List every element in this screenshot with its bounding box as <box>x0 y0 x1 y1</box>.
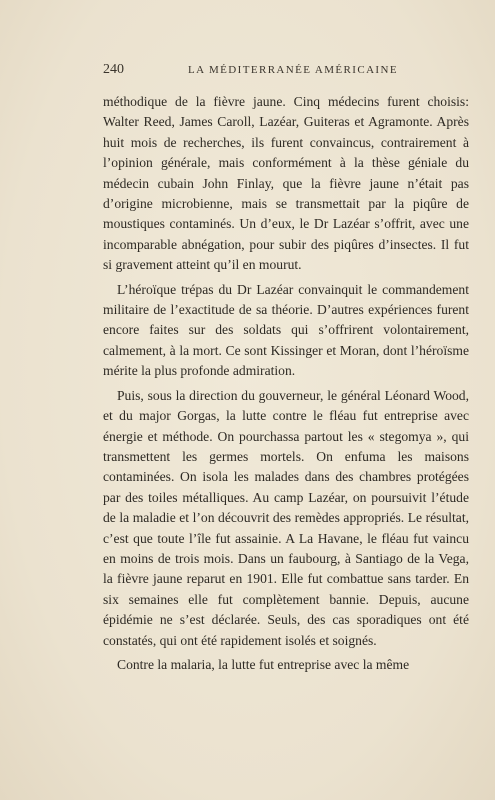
running-head <box>103 62 473 82</box>
paragraph: Contre la malaria, la lutte fut entreprise avec la même <box>117 656 410 672</box>
paragraph: méthodique de la fièvre jaune. Cinq médecins furent choisis: Walter Reed, James Caroll, Lazéar, Guiteras et Agramonte. Après huit mois de recherches, ils furent convaincus, contrairement à l’opinion générale, mais conformément à la thèse géniale du médecin cubain John Finlay, que la fièvre jaune n’était pas d’origine microbienne, mais se transmettait par la piqûre de moustiques contaminés. Un d’eux, le Dr Lazéar s’offrit, avec une incomparable abnégation, pour subir des piqûres d’insectes. Il fut si gravement atteint qu’il en mourut. <box>103 94 469 273</box>
page-number: 240 <box>103 62 124 77</box>
paragraph: Puis, sous la direction du gouverneur, le général Léonard Wood, et du major Gorgas, la lutte contre le fléau fut entreprise avec énergie et méthode. On pourchassa partout les « stegomya », qui transmettent les germes mortels. On enfuma les maisons contaminées. On isola les malades dans des chambres protégées par des toiles métalliques. Au camp Lazéar, on poursuivit l’étude de la maladie et l’on découvrit des remèdes appropriés. Le résultat, c’est que toute l’île fut assainie. A La Havane, le fléau fut vaincu en moins de trois mois. Dans un faubourg, à Santiago de la Vega, la fièvre jaune reparut en 1901. Elle fut combattue sans tarder. En six semaines elle fut complètement bannie. Depuis, aucune épidémie ne s’est déclarée. Seuls, des cas sporadiques ont été constatés, qui ont été rapidement isolés et soignés. <box>103 387 469 648</box>
body-text <box>103 92 469 679</box>
running-head-title: LA MÉDITERRANÉE AMÉRICAINE <box>188 64 398 76</box>
paragraph: L’héroïque trépas du Dr Lazéar convainquit le commandement militaire de l’exactitude de sa théorie. D’autres expériences furent encore faites sur des soldats qui s’offrirent volontairement, calmement, à la mort. Ce sont Kissinger et Moran, dont l’héroïsme mérite la plus profonde admiration. <box>103 281 469 379</box>
